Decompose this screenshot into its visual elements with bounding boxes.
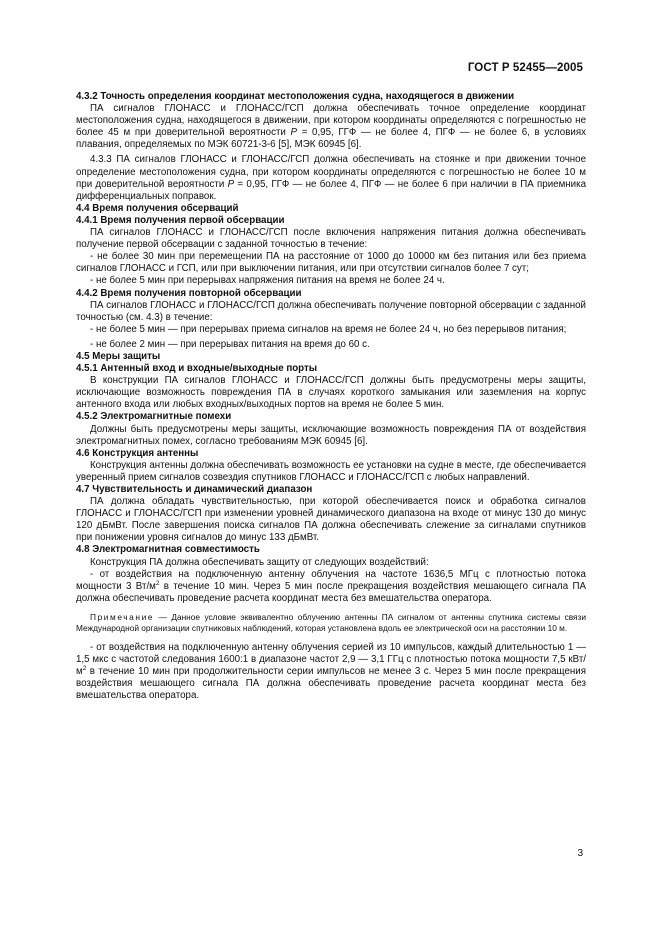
section-4-6-heading: 4.6 Конструкция антенны bbox=[76, 447, 199, 459]
note-label: Примечание bbox=[90, 611, 155, 622]
list-item: - не более 5 мин при перерывах напряжения питания на время не более 24 ч. bbox=[90, 275, 445, 287]
section-4-5-1-text: В конструкции ПА сигналов ГЛОНАСС и ГЛОНАСС/ГСП должны быть предусмотрены меры защиты, исключающие возможность повреждения ПА в случаях короткого замыкания или заземления на корпус антенного входа или любых входных/выходных портов на время не более 5 мин. bbox=[76, 375, 586, 411]
section-4-5-2-text: Должны быть предусмотрены меры защиты, исключающие возможность повреждения ПА от воздействия электромагнитных помех, согласно требованиям МЭК 60945 [6]. bbox=[76, 423, 586, 447]
section-4-8-intro: Конструкция ПА должна обеспечивать защиту от следующих воздействий: bbox=[90, 556, 429, 568]
list-item: - не более 2 мин — при перерывах питания на время до 60 с. bbox=[90, 338, 370, 350]
section-4-5-heading: 4.5 Меры защиты bbox=[76, 350, 161, 362]
list-item: - не более 30 мин при перемещении ПА на расстояние от 1000 до 10000 км без питания или без приема сигналов ГЛОНАСС и ГСП, или при выключении питания, или при отсутствии сигналов более 7 сут; bbox=[76, 251, 586, 275]
list-item: - от воздействия на подключенную антенну облучения серией из 10 импульсов, каждый длительностью 1 — 1,5 мкс с частотой следования 1600:1 в диапазоне частот 2,9 — 3,1 ГГц с плотностью потока мощности 7,5 кВт/$м^2$ в течение 10 мин при продолжительности серии импульсов не менее 3 с. Через 5 мин после прекращения воздействия мешающего сигнала ПА должна обеспечивать проведение расчета координат места без вмешательства оператора. bbox=[76, 641, 586, 702]
section-4-4-1-heading: 4.4.1 Время получения первой обсервации bbox=[76, 214, 285, 226]
list-item: - от воздействия на подключенную антенну облучения на частоте 1636,5 МГц с плотностью потока мощности 3 $Вт/м^2$ в течение 10 мин. Через 5 мин после прекращения воздействия мешающего сигнала ПА должна обеспечивать проведение расчета координат места без вмешательства оператора. bbox=[76, 568, 586, 604]
section-4-4-heading: 4.4 Время получения обсерваций bbox=[76, 202, 239, 214]
section-4-4-2-heading: 4.4.2 Время получения повторной обсервации bbox=[76, 287, 302, 299]
section-4-3-2-heading: 4.3.2 Точность определения координат местоположения судна, находящегося в движении bbox=[76, 91, 515, 102]
section-4-4-1-intro: ПА сигналов ГЛОНАСС и ГЛОНАСС/ГСП после включения напряжения питания должна обеспечивать получение первой обсервации с заданной точностью в течение: bbox=[76, 227, 586, 251]
section-4-5-1-heading: 4.5.1 Антенный вход и входные/выходные порты bbox=[76, 363, 318, 375]
section-4-4-2-intro: ПА сигналов ГЛОНАСС и ГЛОНАСС/ГСП должна обеспечивать получение повторной обсервации с заданной точностью (см. 4.3) в течение: bbox=[76, 299, 586, 323]
list-item: - не более 5 мин — при перерывах приема сигналов на время не более 24 ч, но без перерывов питания; bbox=[90, 323, 567, 335]
section-4-7-heading: 4.7 Чувствительность и динамический диапазон bbox=[76, 484, 313, 495]
page-number: 3 bbox=[577, 848, 583, 859]
section-4-8-heading: 4.8 Электромагнитная совместимость bbox=[76, 544, 260, 556]
section-4-3-3-text: 4.3.3 ПА сигналов ГЛОНАСС и ГЛОНАСС/ГСП должна обеспечивать на стоянке и при движении точное определение местоположения судна, при котором координаты определяются с погрешностью не более 10 м при доверительной вероятности Р = 0,95, ГГФ — не более 4, ПГФ — не более 6 при наличии в ПА приемника дифференциальных поправок. bbox=[76, 154, 587, 202]
section-4-7-text: ПА должна обладать чувствительностью, при которой обеспечивается поиск и обработка сигналов ГЛОНАСС и ГЛОНАСС/ГСП при изменении уровней динамического диапазона на входе от минус 130 до минус 120 дБмВт. После завершения поиска сигналов ПА должна обеспечивать слежение за сигналами спутников при понижении уровня сигналов до минус 133 дБмВт. bbox=[76, 496, 586, 544]
document-body bbox=[76, 91, 586, 702]
section-4-6-text: Конструкция антенны должна обеспечивать возможность ее установки на судне в месте, где обеспечивается уверенный прием сигналов созвездия спутников ГЛОНАСС и ГЛОНАСС/ГСП с любых направлений. bbox=[76, 459, 586, 483]
note: Примечание — Данное условие эквивалентно облучению антенны ПА сигналом от антенны спутника системы связи Международной организации спутниковых наблюдений, которая установлена вдоль ее электрической оси на расстоянии 10 м. bbox=[76, 611, 586, 633]
section-4-3-2-text: ПА сигналов ГЛОНАСС и ГЛОНАСС/ГСП должна обеспечивать точное определение координат местоположения судна, находящегося в движении, при котором координаты определяются с погрешностью не более 45 м при доверительной вероятности Р = 0,95, ГГФ — не более 4, ПГФ — не более 6, в условиях плавания, определяемых по МЭК 60721-3-6 [5], МЭК 60945 [6]. bbox=[76, 103, 586, 151]
standard-number: ГОСТ Р 52455—2005 bbox=[467, 62, 583, 74]
section-4-5-2-heading: 4.5.2 Электромагнитные помехи bbox=[76, 411, 232, 423]
